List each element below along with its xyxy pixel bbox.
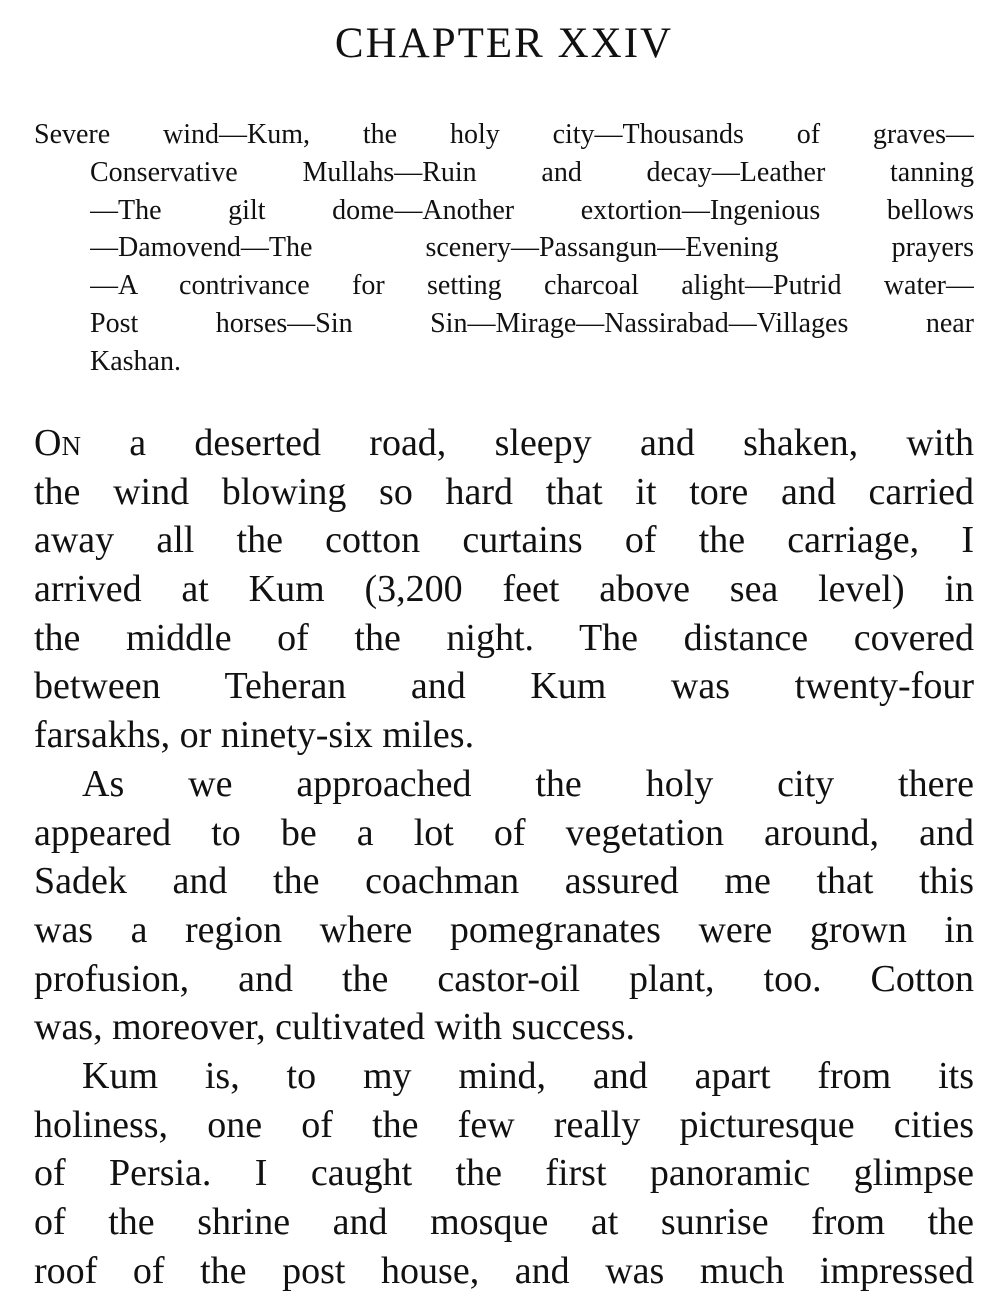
synopsis-line: Severe wind—Kum, the holy city—Thousands of graves— xyxy=(34,119,974,150)
body-line: holiness, one of the few really picturesque cities xyxy=(34,1103,974,1146)
synopsis-line: Conservative Mullahs—Ruin and decay—Leather tanning xyxy=(90,156,974,188)
body-line: away all the cotton curtains of the carriage, I xyxy=(34,519,974,562)
body-line: arrived at Kum (3,200 feet above sea level) in xyxy=(34,568,974,611)
book-page xyxy=(34,0,974,1313)
body-line-text: a deserted road, sleepy and shaken, with xyxy=(80,422,974,464)
body-line xyxy=(34,419,974,468)
body-line: of Persia. I caught the first panoramic glimpse xyxy=(34,1152,974,1195)
body-line: the wind blowing so hard that it tore and carried xyxy=(34,470,974,513)
synopsis-line: —Damovend—The scenery—Passangun—Evening prayers xyxy=(90,232,974,264)
synopsis-line: Post horses—Sin Sin—Mirage—Nassirabad—Villages near xyxy=(90,307,974,339)
chapter-synopsis xyxy=(34,116,974,381)
body-line: of the shrine and mosque at sunrise from the xyxy=(34,1201,974,1243)
body-line: appeared to be a lot of vegetation around, and xyxy=(34,811,974,854)
body-line: As we approached the holy city there xyxy=(82,762,974,805)
body-line: farsakhs, or ninety-six miles. xyxy=(34,714,475,757)
opening-word: On xyxy=(34,422,81,464)
body-line: Sadek and the coachman assured me that this xyxy=(34,860,974,903)
synopsis-line: —The gilt dome—Another extortion—Ingenious bellows xyxy=(90,194,974,226)
body-line: the middle of the night. The distance covered xyxy=(34,616,974,659)
chapter-title: CHAPTER XXIV xyxy=(334,20,674,67)
synopsis-line: —A contrivance for setting charcoal alight—Putrid water— xyxy=(90,270,974,302)
body-line: Kum is, to my mind, and apart from its xyxy=(82,1054,974,1097)
body-line: roof of the post house, and was much impressed xyxy=(34,1249,974,1292)
body-line: profusion, and the castor-oil plant, too. Cotton xyxy=(34,957,974,1000)
body-line: was a region where pomegranates were grown in xyxy=(34,908,974,951)
body-line: was, moreover, cultivated with success. xyxy=(34,1006,636,1049)
chapter-body xyxy=(34,419,974,1295)
body-line: between Teheran and Kum was twenty-four xyxy=(34,665,974,708)
synopsis-line: Kashan. xyxy=(90,345,181,377)
